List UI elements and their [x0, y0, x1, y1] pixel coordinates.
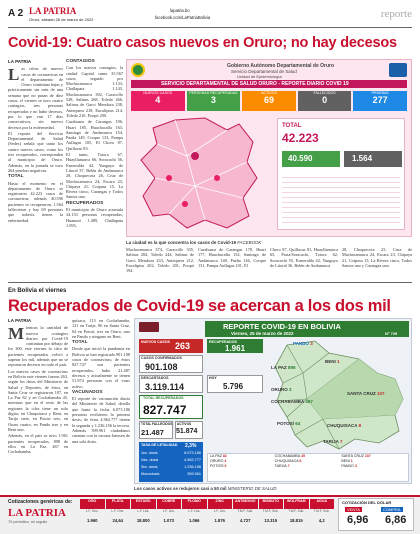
story1-column-1: LA PATRIA Las cifras de nuevos casos de coronavirus en el departamento de Oruro continúan bajas y prácticamente sin más de una semana que no pasan de diez casos, el viernes se tuvo cuatro contagios, tres personas recuperadas y no hubo decesos, por lo que van 17 días consecutivos, sin nuevos decesos por la enfermedad. El reporte del Servicio Departamental de Salud (Sedes) señala que tanto los cuatro nuevos casos, como los tres recuperados, corresponden al municipio de Oruro. Además, en la jornada se tuvo 264 pruebas negativas. TOTAL Hasta el momento en el departamento de Oruro se registraron 42.223 casos de coronavirus; además 40.590 pacientes se recuperaron, 1.564 fallecieron y hay 69 personas que todavía tienen la enfermedad. [8, 59, 63, 223]
stat-row [131, 91, 407, 111]
commodity-value-cell: 1.960 [87, 519, 98, 523]
commodity-table [80, 499, 334, 529]
story2-source: LA PATRIA [8, 318, 32, 323]
total-recovered-value: 827.747 [143, 403, 187, 417]
ministerio-logo-icon [139, 322, 159, 332]
social-facebook[interactable]: facebook.com/LaPatriaBolivia [155, 15, 211, 20]
story2-column-2: quísaca, 113 en Cochabamba, 121 en Tarija, 86 en Santa Cruz, 64 en Potosí, tres en Oruro, uno en Pando y ninguno en Beni. TOTAL Desde que inició la pandemia en Bolivia se han registrado 901.108 casos de coronavirus; de éstos 827.747 son pacientes recuperados, hubo 21.487 decesos y actualmente se tienen 51.874 personas con el virus activo. VACUNADOS El reporte de vacunación diaria del Ministerio de Salud, detalla que hasta la fecha 6.073.186 personas recibieron la primera dosis; de éstas 4.962.777 tienen la segunda y 1.236.156 la tercera. Además 399.961 ciudadanos cuentan con la vacuna Janssen de una sola dosis. [72, 318, 130, 444]
region-label-tarija: TARIJA 7 [323, 439, 343, 444]
page-number: A 2 [8, 8, 24, 19]
commodity-header-cell: ANTIMONIO [233, 499, 258, 509]
fx-sell-label: VENTA [347, 507, 361, 512]
lethality-value: 2,3% [185, 443, 197, 449]
dose-row: 3ra. dosis 1.236.156 [141, 465, 201, 469]
story1-bottom-col-1: Machacamarca 374, Caracollo 335, Salinas 284, Toledo 244, Salinas de Garci Mendoza 233, Antequera 212, Eucaliptus 202, Toledo 201, Poopó 194. [126, 247, 194, 274]
commodity-unit-cell: L.F. Lbs. [162, 509, 175, 513]
total-value: 42.223 [282, 131, 319, 145]
region-table-col: LA PAZ 82 ORURO 4 POTOSÍ 6 [210, 454, 227, 468]
region-label-pando: PANDO 3 [293, 341, 313, 346]
commodity-header-cell: AGUA [310, 499, 335, 509]
stat-deceased: FALLECIDOS 0 [298, 91, 352, 111]
region-label-beni: BENI 1 [325, 359, 340, 364]
confirmed-value: 901.108 [145, 362, 178, 372]
location-date: Oruro, sábado 26 de marzo de 2022 [29, 17, 94, 22]
commodity-value-cell: 4.727 [240, 519, 251, 523]
stat-new-cases: NUEVOS CASOS 4 [131, 91, 185, 111]
social-web[interactable]: lapatria.bo [170, 8, 190, 13]
sedes-title: Servicio Departamental de Salud [231, 69, 297, 74]
dose-row: Monodosis 399.961 [141, 472, 201, 476]
region-table-col: SANTA CRUZ 107 BENI 1 PANDO 3 [341, 454, 371, 468]
infographic2-date: Viernes, 25 de marzo de 2022 [231, 331, 294, 336]
commodity-header-cell: BISMUTO [259, 499, 284, 509]
story1-headline: Covid-19: Cuatro casos nuevos en Oruro; no hay decesos [8, 35, 397, 51]
dose-row: 1ra. dosis 6.073.186 [141, 451, 201, 455]
commodity-unit-cell: T.M.F. Sub. [288, 509, 305, 513]
commodity-unit-cell: T.M.F. Sub. [237, 509, 254, 513]
commodity-unit-cell: T.M.F. Sub. [313, 509, 330, 513]
story-divider [8, 282, 412, 283]
bolivia-infographic: REPORTE COVID-19 EN BOLIVIA Viernes, 25 de marzo de 2022 N° 729 NUEVOS CASOS 263 CASOS CONFIRMADOS 901.108 DESCARTADOS 3.119.114 TOTAL RECUPERADOS 827.747 TOTAL FALLECIDOS 21.487 ACTIVOS 51.874 RECUPERADOS 1.961 HOY 5.796 TASA DE LETALIDAD 2,3% 1ra. dosis 6.073.186 2da. dosis 4.962.777 3ra. dosis 1.236.156 Monodosis 399.961 PANDO 3 LA PAZ 898 BENI 1 ORURO 3 COCHABAMBA 467 SANTA CRUZ 107 POTOSÍ 64 CHUQUISACA 8 TARIJA 7 LA PAZ 82 ORURO 4 POTOSÍ 6 COCHABAMBA 45 CHUQUISACA 8 TARIJA 7 SANTA CRUZ 107 BENI 1 PANDO 3 [134, 318, 412, 484]
footer-brand-logo: LA PATRIA [8, 507, 66, 519]
footer-title: Cotizaciones genéricas de: [8, 499, 73, 505]
masthead-logo: LA PATRIA [29, 6, 77, 16]
region-label-chuquisaca: CHUQUISACA 8 [327, 423, 362, 428]
region-label-santacruz: SANTA CRUZ 107 [347, 391, 385, 396]
story2-kicker: En Bolivia el viernes [8, 288, 67, 294]
dose-list [141, 450, 201, 478]
commodity-value-cell: 1.876 [214, 519, 225, 523]
fx-panel [338, 498, 414, 531]
commodity-unit-cell: L.F. Lbs. [188, 509, 201, 513]
region-table [207, 453, 409, 482]
municipality-list-lines [282, 173, 400, 227]
story1-caption: La ciudad es la que concentra los casos de Covid-19 FACEBOOK [126, 240, 262, 245]
commodity-header-cell: COBRE [157, 499, 182, 509]
story1-bottom-col-3: Choro 87, Quillacas 81, Huayllamarca 65, Paria/Soracachi, Totora 62, Soracachi 55, Esmeralda 42, Yunguyo de Litoral 36, Belén de Andamarca [270, 247, 338, 268]
sedes-logo-icon [389, 63, 407, 77]
report-number: N° 729 [385, 331, 398, 336]
daily-new-value: 263 [175, 341, 191, 351]
stat-recovered: PERSONAS RECUPERADAS 3 [187, 91, 241, 111]
infographic-title: SERVICIO DEPARTAMENTAL DE SALUD ORURO - REPORTE DIARIO COVID 19 [161, 81, 349, 87]
commodity-header-cell: PLOMO [182, 499, 207, 509]
story2-column-1: LA PATRIA Mientras la cantidad de nuevos contagios diarios por Covid-19 continúan por debajo de los 300, este viernes la cifra de pacientes recuperados volvió a superar los mil, además que no se reportaron decesos en todo el país. Los nuevos casos de coronavirus en Bolivia este viernes fueron 263, según los datos del Ministerio de Salud y Deportes, de éstos, en Santa Cruz se registraron 107, en La Paz 82 y en Cochabamba 45, mientras que en el resto de las regiones la cifra tiene un solo dígito; en Chuquisaca y Beni, en Tarija siete, en Potosí seis, en Oruro cuatro, en Pando tres y en Beni uno. Además, en el país se tuvo 1.961 pacientes recuperados, 898 de ellos en La Paz, 467 en Cochabamba, [8, 318, 68, 455]
section-label: reporte [380, 8, 412, 20]
commodity-header-cell: ESTAÑO [131, 499, 156, 509]
infographic2-title: REPORTE COVID-19 EN BOLIVIA [223, 322, 341, 331]
story1-bottom-col-4: 28, Choquecota 25, Cruz de Machacamarca 24, Escara 23, Chipaya 21, Coipasa 15, La Rivera cinco, Todos Santos uno y Carangas uno. [342, 247, 412, 268]
region-label-lapaz: LA PAZ 898 [271, 365, 296, 370]
fx-title: COTIZACIÓN DEL DÓLAR [342, 500, 392, 505]
discarded-value: 3.119.114 [145, 382, 185, 392]
commodity-unit-cell: L.F. Lbs. [137, 509, 150, 513]
unidad-title: Unidad de Epidemiología [237, 74, 282, 79]
oruro-map [135, 116, 263, 232]
story1-column-2: CONTAGIOS Con los nuevos contagios, la ciudad Capital suma 35.567 casos; seguido por Machacamarca 1.133, Challapata 1.143, Machacamarca 392, Caracollo 528, Salinas 268, Toledo 266, Salinas de Garci Mendoza 238, Antequera 218, Eucaliptus 214, Toledo 210, Poopó 200. Curahuara de Carangas 196, Huari 185, Huachacalla 163, Santiago de Andamarca 154, Pazña 149, Corque 133, Pampa Aullagas 105, El Choro 87, Quillacas 83. El tanto, Totora 67, Huayllamarca 66, Soracachi 56, Esmeralda 42, Yunguyo de Litoral 37, Belén de Andamarca 28, Choquecota 26, Cruz de Machacamarca 24, Escara 23, Chipaya 21, Coipasa 15, La Rivera cinco, Carangas y Todos Santos uno. RECUPERADOS El municipio de Oruro acumula 34.133 personas recuperadas; Huanuni 1.489, Challapata 1.093, [66, 59, 123, 228]
fx-sell-value: 6,96 [347, 514, 369, 526]
total-label: TOTAL [282, 123, 302, 129]
region-label-oruro: ORURO 3 [271, 387, 292, 392]
today-value: 5.796 [223, 382, 244, 391]
commodity-value-cell: 18.800 [136, 519, 150, 523]
deceased-value: 21.487 [141, 428, 164, 437]
oruro-infographic [126, 59, 412, 237]
commodity-unit-cell: L.F. Onz. [85, 509, 99, 513]
commodity-unit-cell: T.M.F. Sub. [262, 509, 279, 513]
commodity-value-cell: 24,64 [112, 519, 123, 523]
commodity-value-cell: 13.315 [264, 519, 278, 523]
oruro-total-panel [277, 118, 405, 230]
map-region-labels [267, 339, 409, 451]
stat-active: ACTIVOS 69 [242, 91, 296, 111]
story1-bottom-col-2: Curahuara de Carangas 178, Huari 177, Huachacalla 152, Santiago de Andamarca 148, Pazña 146, Corque 131, Pampa Aullagas 101, El [198, 247, 266, 268]
header-rule [8, 27, 412, 28]
commodity-header-cell: WOLFRAM [284, 499, 309, 509]
story1-source: LA PATRIA [8, 59, 32, 64]
gov-logo-icon [131, 63, 145, 77]
footer-tagline: 70 periódico, mi orgullo [8, 520, 48, 524]
commodity-unit-cell: L.F. Lbs. [213, 509, 226, 513]
page-header [8, 6, 412, 26]
region-table-col: COCHABAMBA 45 CHUQUISACA 8 TARIJA 7 [274, 454, 306, 468]
stat-tests: PRUEBAS 277 [353, 91, 407, 111]
recovered-total: 40.590 [288, 154, 313, 163]
gov-title: Gobierno Autónomo Departamental de Oruro [227, 63, 335, 69]
deceased-total: 1.564 [352, 154, 373, 163]
commodity-header-cell: ORO [80, 499, 105, 509]
story2-caption: Los casos activos se redujeron casi a 50 mil MINISTERIO DE SALUD [134, 486, 277, 491]
active-value: 51.874 [176, 428, 198, 435]
dose-row: 2da. dosis 4.962.777 [141, 458, 201, 462]
fx-buy-label: COMPRA [383, 507, 401, 512]
recovered-day-value: 1.961 [225, 344, 246, 353]
commodity-value-cell: 4,2 [318, 519, 325, 523]
region-label-potosi: POTOSÍ 64 [277, 421, 301, 426]
commodity-value-cell: 18.815 [289, 519, 303, 523]
story2-headline: Recuperados de Covid-19 se acercan a los dos mil [8, 297, 391, 315]
region-label-cochabamba: COCHABAMBA 467 [271, 399, 313, 404]
commodity-header-cell: ZINC [208, 499, 233, 509]
commodity-value-cell: 1.066 [189, 519, 200, 523]
commodity-value-cell: 1.073 [163, 519, 174, 523]
commodity-header-cell: PLATA [106, 499, 131, 509]
fx-buy-value: 6,86 [385, 514, 407, 526]
commodity-unit-cell: L.F. Onz. [111, 509, 125, 513]
